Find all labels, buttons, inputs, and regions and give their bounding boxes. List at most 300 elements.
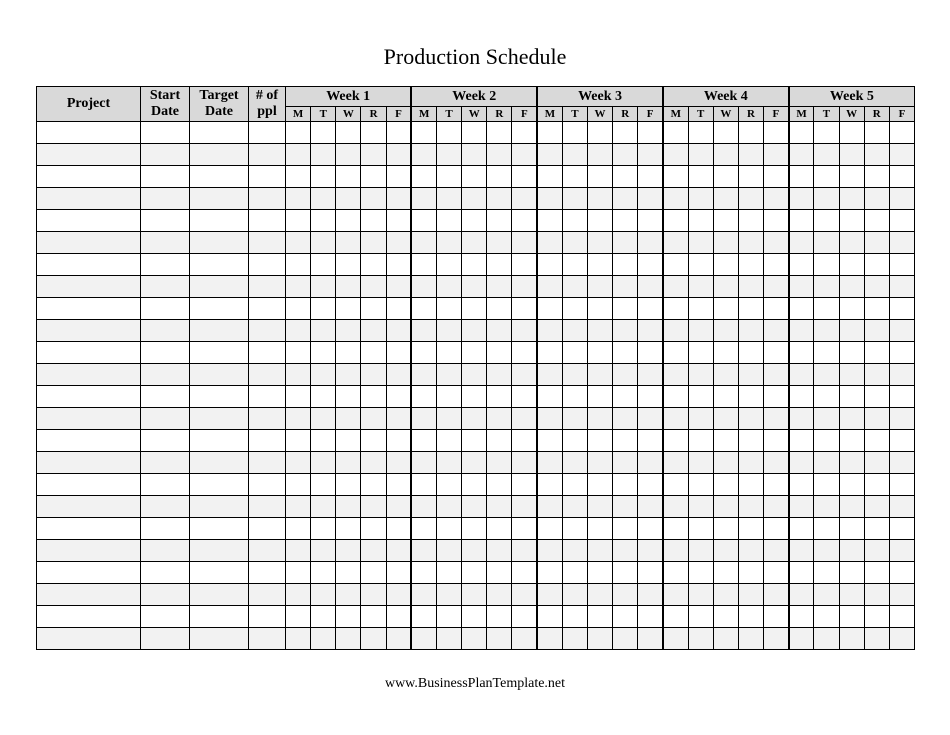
cell-week4-t[interactable] — [688, 386, 713, 408]
cell-week4-r[interactable] — [738, 298, 763, 320]
cell-week3-m[interactable] — [537, 606, 562, 628]
cell-week5-t[interactable] — [814, 210, 839, 232]
cell-week2-m[interactable] — [411, 584, 436, 606]
cell-week1-t[interactable] — [311, 474, 336, 496]
cell-week1-m[interactable] — [286, 408, 311, 430]
cell-week2-m[interactable] — [411, 540, 436, 562]
cell-num-people[interactable] — [249, 276, 286, 298]
cell-project[interactable] — [37, 320, 141, 342]
cell-week1-w[interactable] — [336, 232, 361, 254]
cell-week2-w[interactable] — [462, 452, 487, 474]
cell-week1-m[interactable] — [286, 628, 311, 650]
cell-week1-f[interactable] — [386, 562, 411, 584]
cell-week3-r[interactable] — [613, 474, 638, 496]
cell-week2-r[interactable] — [487, 386, 512, 408]
cell-week3-w[interactable] — [587, 452, 612, 474]
cell-num-people[interactable] — [249, 254, 286, 276]
cell-week1-m[interactable] — [286, 276, 311, 298]
cell-week4-f[interactable] — [764, 232, 789, 254]
cell-week3-r[interactable] — [613, 606, 638, 628]
cell-target-date[interactable] — [190, 188, 249, 210]
cell-week5-m[interactable] — [789, 188, 814, 210]
cell-week5-t[interactable] — [814, 452, 839, 474]
cell-week3-f[interactable] — [638, 562, 663, 584]
cell-week4-w[interactable] — [713, 232, 738, 254]
cell-week4-t[interactable] — [688, 628, 713, 650]
cell-week3-r[interactable] — [613, 210, 638, 232]
cell-num-people[interactable] — [249, 606, 286, 628]
cell-week1-w[interactable] — [336, 386, 361, 408]
cell-week4-m[interactable] — [663, 122, 688, 144]
cell-week4-r[interactable] — [738, 562, 763, 584]
cell-week3-m[interactable] — [537, 122, 562, 144]
cell-week1-r[interactable] — [361, 144, 386, 166]
cell-start-date[interactable] — [141, 386, 190, 408]
cell-week2-t[interactable] — [437, 166, 462, 188]
cell-week2-m[interactable] — [411, 210, 436, 232]
cell-week3-t[interactable] — [562, 562, 587, 584]
cell-week4-t[interactable] — [688, 606, 713, 628]
cell-week5-f[interactable] — [889, 628, 914, 650]
cell-week2-t[interactable] — [437, 452, 462, 474]
cell-week1-f[interactable] — [386, 518, 411, 540]
cell-week5-m[interactable] — [789, 430, 814, 452]
cell-project[interactable] — [37, 584, 141, 606]
cell-week5-m[interactable] — [789, 122, 814, 144]
cell-week5-f[interactable] — [889, 496, 914, 518]
cell-week3-m[interactable] — [537, 518, 562, 540]
cell-week4-t[interactable] — [688, 210, 713, 232]
cell-project[interactable] — [37, 474, 141, 496]
cell-week3-t[interactable] — [562, 188, 587, 210]
cell-week5-t[interactable] — [814, 166, 839, 188]
cell-week4-m[interactable] — [663, 210, 688, 232]
cell-week2-w[interactable] — [462, 166, 487, 188]
cell-week5-f[interactable] — [889, 474, 914, 496]
cell-week2-r[interactable] — [487, 144, 512, 166]
cell-week3-w[interactable] — [587, 496, 612, 518]
cell-week2-r[interactable] — [487, 166, 512, 188]
cell-week1-m[interactable] — [286, 452, 311, 474]
cell-week4-t[interactable] — [688, 144, 713, 166]
cell-week3-m[interactable] — [537, 166, 562, 188]
cell-week3-w[interactable] — [587, 320, 612, 342]
cell-week5-t[interactable] — [814, 628, 839, 650]
cell-week2-t[interactable] — [437, 430, 462, 452]
cell-week4-m[interactable] — [663, 232, 688, 254]
cell-week3-m[interactable] — [537, 144, 562, 166]
cell-week3-f[interactable] — [638, 298, 663, 320]
cell-week3-m[interactable] — [537, 210, 562, 232]
cell-week5-t[interactable] — [814, 232, 839, 254]
cell-week3-t[interactable] — [562, 276, 587, 298]
cell-target-date[interactable] — [190, 430, 249, 452]
cell-week2-r[interactable] — [487, 430, 512, 452]
cell-week3-f[interactable] — [638, 452, 663, 474]
cell-project[interactable] — [37, 628, 141, 650]
cell-project[interactable] — [37, 408, 141, 430]
cell-week1-f[interactable] — [386, 628, 411, 650]
cell-week4-t[interactable] — [688, 496, 713, 518]
cell-week5-t[interactable] — [814, 298, 839, 320]
cell-week1-t[interactable] — [311, 452, 336, 474]
cell-week4-r[interactable] — [738, 188, 763, 210]
cell-project[interactable] — [37, 188, 141, 210]
cell-num-people[interactable] — [249, 210, 286, 232]
cell-week2-r[interactable] — [487, 628, 512, 650]
cell-week1-t[interactable] — [311, 628, 336, 650]
cell-week5-m[interactable] — [789, 408, 814, 430]
cell-week2-t[interactable] — [437, 254, 462, 276]
cell-week2-t[interactable] — [437, 408, 462, 430]
cell-week3-m[interactable] — [537, 408, 562, 430]
cell-week3-w[interactable] — [587, 628, 612, 650]
cell-week1-f[interactable] — [386, 144, 411, 166]
cell-week4-f[interactable] — [764, 474, 789, 496]
cell-week5-w[interactable] — [839, 628, 864, 650]
cell-week4-t[interactable] — [688, 188, 713, 210]
cell-week2-m[interactable] — [411, 606, 436, 628]
cell-project[interactable] — [37, 342, 141, 364]
cell-week3-t[interactable] — [562, 166, 587, 188]
cell-week1-w[interactable] — [336, 562, 361, 584]
cell-target-date[interactable] — [190, 122, 249, 144]
cell-week4-m[interactable] — [663, 144, 688, 166]
cell-week4-t[interactable] — [688, 298, 713, 320]
cell-week1-f[interactable] — [386, 320, 411, 342]
cell-week3-f[interactable] — [638, 122, 663, 144]
cell-week1-f[interactable] — [386, 584, 411, 606]
cell-target-date[interactable] — [190, 320, 249, 342]
cell-num-people[interactable] — [249, 562, 286, 584]
cell-week5-m[interactable] — [789, 474, 814, 496]
cell-week3-r[interactable] — [613, 628, 638, 650]
cell-week2-r[interactable] — [487, 210, 512, 232]
cell-week3-t[interactable] — [562, 210, 587, 232]
cell-week5-r[interactable] — [864, 496, 889, 518]
cell-week2-m[interactable] — [411, 188, 436, 210]
cell-week2-m[interactable] — [411, 386, 436, 408]
cell-week2-m[interactable] — [411, 342, 436, 364]
cell-week5-f[interactable] — [889, 430, 914, 452]
cell-week4-w[interactable] — [713, 452, 738, 474]
cell-week2-t[interactable] — [437, 298, 462, 320]
cell-week1-f[interactable] — [386, 298, 411, 320]
cell-week2-m[interactable] — [411, 474, 436, 496]
cell-week2-w[interactable] — [462, 518, 487, 540]
cell-week5-r[interactable] — [864, 430, 889, 452]
cell-week3-w[interactable] — [587, 408, 612, 430]
cell-week2-t[interactable] — [437, 474, 462, 496]
cell-week1-m[interactable] — [286, 254, 311, 276]
cell-week5-w[interactable] — [839, 474, 864, 496]
cell-week3-f[interactable] — [638, 518, 663, 540]
cell-week4-w[interactable] — [713, 518, 738, 540]
cell-week5-f[interactable] — [889, 408, 914, 430]
cell-week1-f[interactable] — [386, 474, 411, 496]
cell-week5-f[interactable] — [889, 254, 914, 276]
cell-week5-t[interactable] — [814, 122, 839, 144]
cell-week1-r[interactable] — [361, 276, 386, 298]
cell-week1-m[interactable] — [286, 122, 311, 144]
cell-start-date[interactable] — [141, 166, 190, 188]
cell-week1-f[interactable] — [386, 122, 411, 144]
cell-week4-t[interactable] — [688, 562, 713, 584]
cell-week4-r[interactable] — [738, 430, 763, 452]
cell-week3-m[interactable] — [537, 188, 562, 210]
cell-num-people[interactable] — [249, 584, 286, 606]
cell-week3-r[interactable] — [613, 430, 638, 452]
cell-week3-f[interactable] — [638, 144, 663, 166]
cell-target-date[interactable] — [190, 364, 249, 386]
cell-week5-t[interactable] — [814, 254, 839, 276]
cell-week4-w[interactable] — [713, 540, 738, 562]
cell-week1-m[interactable] — [286, 188, 311, 210]
cell-week4-f[interactable] — [764, 276, 789, 298]
cell-week1-t[interactable] — [311, 562, 336, 584]
cell-week2-m[interactable] — [411, 430, 436, 452]
cell-week3-t[interactable] — [562, 540, 587, 562]
cell-week4-t[interactable] — [688, 518, 713, 540]
cell-week2-r[interactable] — [487, 452, 512, 474]
cell-week1-t[interactable] — [311, 518, 336, 540]
cell-target-date[interactable] — [190, 496, 249, 518]
cell-week2-f[interactable] — [512, 584, 537, 606]
cell-week5-w[interactable] — [839, 364, 864, 386]
cell-week2-w[interactable] — [462, 254, 487, 276]
cell-week4-w[interactable] — [713, 430, 738, 452]
cell-week4-f[interactable] — [764, 496, 789, 518]
cell-week3-m[interactable] — [537, 584, 562, 606]
cell-week1-f[interactable] — [386, 276, 411, 298]
cell-start-date[interactable] — [141, 254, 190, 276]
cell-week1-w[interactable] — [336, 298, 361, 320]
cell-week5-w[interactable] — [839, 386, 864, 408]
cell-week2-t[interactable] — [437, 584, 462, 606]
cell-week3-w[interactable] — [587, 342, 612, 364]
cell-project[interactable] — [37, 364, 141, 386]
cell-week2-m[interactable] — [411, 496, 436, 518]
cell-week4-t[interactable] — [688, 474, 713, 496]
cell-start-date[interactable] — [141, 496, 190, 518]
cell-start-date[interactable] — [141, 364, 190, 386]
cell-week3-r[interactable] — [613, 232, 638, 254]
cell-week4-m[interactable] — [663, 540, 688, 562]
cell-week4-r[interactable] — [738, 364, 763, 386]
cell-week1-t[interactable] — [311, 386, 336, 408]
cell-week1-f[interactable] — [386, 430, 411, 452]
cell-week3-t[interactable] — [562, 628, 587, 650]
cell-week1-t[interactable] — [311, 144, 336, 166]
cell-week2-t[interactable] — [437, 320, 462, 342]
cell-week3-f[interactable] — [638, 364, 663, 386]
cell-start-date[interactable] — [141, 188, 190, 210]
cell-week1-t[interactable] — [311, 540, 336, 562]
cell-week2-w[interactable] — [462, 606, 487, 628]
cell-week4-m[interactable] — [663, 276, 688, 298]
cell-week1-w[interactable] — [336, 364, 361, 386]
cell-week4-f[interactable] — [764, 254, 789, 276]
cell-week1-w[interactable] — [336, 496, 361, 518]
cell-week3-t[interactable] — [562, 122, 587, 144]
cell-week4-r[interactable] — [738, 408, 763, 430]
cell-week3-f[interactable] — [638, 386, 663, 408]
cell-week5-w[interactable] — [839, 540, 864, 562]
cell-project[interactable] — [37, 562, 141, 584]
cell-week1-f[interactable] — [386, 496, 411, 518]
cell-week3-t[interactable] — [562, 474, 587, 496]
cell-week3-f[interactable] — [638, 276, 663, 298]
cell-start-date[interactable] — [141, 562, 190, 584]
cell-week3-f[interactable] — [638, 232, 663, 254]
cell-week2-m[interactable] — [411, 122, 436, 144]
cell-project[interactable] — [37, 254, 141, 276]
cell-week5-f[interactable] — [889, 364, 914, 386]
cell-week4-w[interactable] — [713, 628, 738, 650]
cell-start-date[interactable] — [141, 584, 190, 606]
cell-week5-t[interactable] — [814, 430, 839, 452]
cell-week3-r[interactable] — [613, 584, 638, 606]
cell-week3-t[interactable] — [562, 320, 587, 342]
cell-week4-r[interactable] — [738, 144, 763, 166]
cell-week1-w[interactable] — [336, 474, 361, 496]
cell-week2-r[interactable] — [487, 320, 512, 342]
cell-week2-w[interactable] — [462, 122, 487, 144]
cell-week1-m[interactable] — [286, 298, 311, 320]
cell-start-date[interactable] — [141, 210, 190, 232]
cell-week4-r[interactable] — [738, 496, 763, 518]
cell-week4-w[interactable] — [713, 320, 738, 342]
cell-week4-f[interactable] — [764, 320, 789, 342]
cell-week3-f[interactable] — [638, 210, 663, 232]
cell-week2-f[interactable] — [512, 144, 537, 166]
cell-week5-w[interactable] — [839, 518, 864, 540]
cell-week4-r[interactable] — [738, 386, 763, 408]
cell-week3-t[interactable] — [562, 298, 587, 320]
cell-week3-w[interactable] — [587, 518, 612, 540]
cell-week4-f[interactable] — [764, 144, 789, 166]
cell-week3-t[interactable] — [562, 144, 587, 166]
cell-week4-m[interactable] — [663, 430, 688, 452]
cell-week2-t[interactable] — [437, 628, 462, 650]
cell-project[interactable] — [37, 606, 141, 628]
cell-week5-r[interactable] — [864, 342, 889, 364]
cell-week3-m[interactable] — [537, 474, 562, 496]
cell-week1-t[interactable] — [311, 210, 336, 232]
cell-week1-r[interactable] — [361, 452, 386, 474]
cell-week5-w[interactable] — [839, 122, 864, 144]
cell-week4-r[interactable] — [738, 210, 763, 232]
cell-week5-f[interactable] — [889, 210, 914, 232]
cell-week4-r[interactable] — [738, 452, 763, 474]
cell-num-people[interactable] — [249, 364, 286, 386]
cell-week5-w[interactable] — [839, 276, 864, 298]
cell-week3-f[interactable] — [638, 474, 663, 496]
cell-week5-t[interactable] — [814, 584, 839, 606]
cell-week5-t[interactable] — [814, 518, 839, 540]
cell-week1-w[interactable] — [336, 188, 361, 210]
cell-week2-f[interactable] — [512, 430, 537, 452]
cell-week5-w[interactable] — [839, 298, 864, 320]
cell-week4-r[interactable] — [738, 628, 763, 650]
cell-week3-f[interactable] — [638, 430, 663, 452]
cell-week5-t[interactable] — [814, 188, 839, 210]
cell-week2-f[interactable] — [512, 540, 537, 562]
cell-week3-r[interactable] — [613, 496, 638, 518]
cell-week3-f[interactable] — [638, 320, 663, 342]
cell-week5-r[interactable] — [864, 254, 889, 276]
cell-week5-r[interactable] — [864, 210, 889, 232]
cell-week1-w[interactable] — [336, 144, 361, 166]
cell-week5-f[interactable] — [889, 144, 914, 166]
cell-week1-r[interactable] — [361, 628, 386, 650]
cell-week5-m[interactable] — [789, 562, 814, 584]
cell-week2-r[interactable] — [487, 408, 512, 430]
cell-week5-m[interactable] — [789, 254, 814, 276]
cell-week3-r[interactable] — [613, 122, 638, 144]
cell-target-date[interactable] — [190, 144, 249, 166]
cell-week4-r[interactable] — [738, 540, 763, 562]
cell-week4-m[interactable] — [663, 320, 688, 342]
cell-week2-f[interactable] — [512, 122, 537, 144]
cell-week2-w[interactable] — [462, 232, 487, 254]
cell-week4-w[interactable] — [713, 122, 738, 144]
cell-week4-r[interactable] — [738, 232, 763, 254]
cell-week2-t[interactable] — [437, 144, 462, 166]
cell-week4-t[interactable] — [688, 342, 713, 364]
cell-week3-f[interactable] — [638, 188, 663, 210]
cell-target-date[interactable] — [190, 210, 249, 232]
cell-week5-w[interactable] — [839, 232, 864, 254]
cell-week5-r[interactable] — [864, 518, 889, 540]
cell-week4-f[interactable] — [764, 540, 789, 562]
cell-week4-w[interactable] — [713, 298, 738, 320]
cell-week2-t[interactable] — [437, 496, 462, 518]
cell-week5-r[interactable] — [864, 320, 889, 342]
cell-week1-r[interactable] — [361, 122, 386, 144]
cell-week1-r[interactable] — [361, 320, 386, 342]
cell-week5-t[interactable] — [814, 276, 839, 298]
cell-week1-w[interactable] — [336, 166, 361, 188]
cell-week4-r[interactable] — [738, 276, 763, 298]
cell-week1-r[interactable] — [361, 562, 386, 584]
cell-week4-w[interactable] — [713, 276, 738, 298]
cell-week4-m[interactable] — [663, 584, 688, 606]
cell-num-people[interactable] — [249, 342, 286, 364]
cell-week1-t[interactable] — [311, 364, 336, 386]
cell-week3-f[interactable] — [638, 540, 663, 562]
cell-project[interactable] — [37, 430, 141, 452]
cell-week4-m[interactable] — [663, 452, 688, 474]
cell-week5-t[interactable] — [814, 144, 839, 166]
cell-week3-w[interactable] — [587, 122, 612, 144]
cell-week4-t[interactable] — [688, 166, 713, 188]
cell-week1-m[interactable] — [286, 584, 311, 606]
cell-week5-r[interactable] — [864, 408, 889, 430]
cell-week3-w[interactable] — [587, 298, 612, 320]
cell-week3-t[interactable] — [562, 254, 587, 276]
cell-week2-f[interactable] — [512, 452, 537, 474]
cell-week5-w[interactable] — [839, 188, 864, 210]
cell-week1-r[interactable] — [361, 298, 386, 320]
cell-week4-w[interactable] — [713, 144, 738, 166]
cell-week5-r[interactable] — [864, 628, 889, 650]
cell-week4-f[interactable] — [764, 518, 789, 540]
cell-week5-f[interactable] — [889, 276, 914, 298]
cell-start-date[interactable] — [141, 122, 190, 144]
cell-week1-f[interactable] — [386, 364, 411, 386]
cell-week5-f[interactable] — [889, 232, 914, 254]
